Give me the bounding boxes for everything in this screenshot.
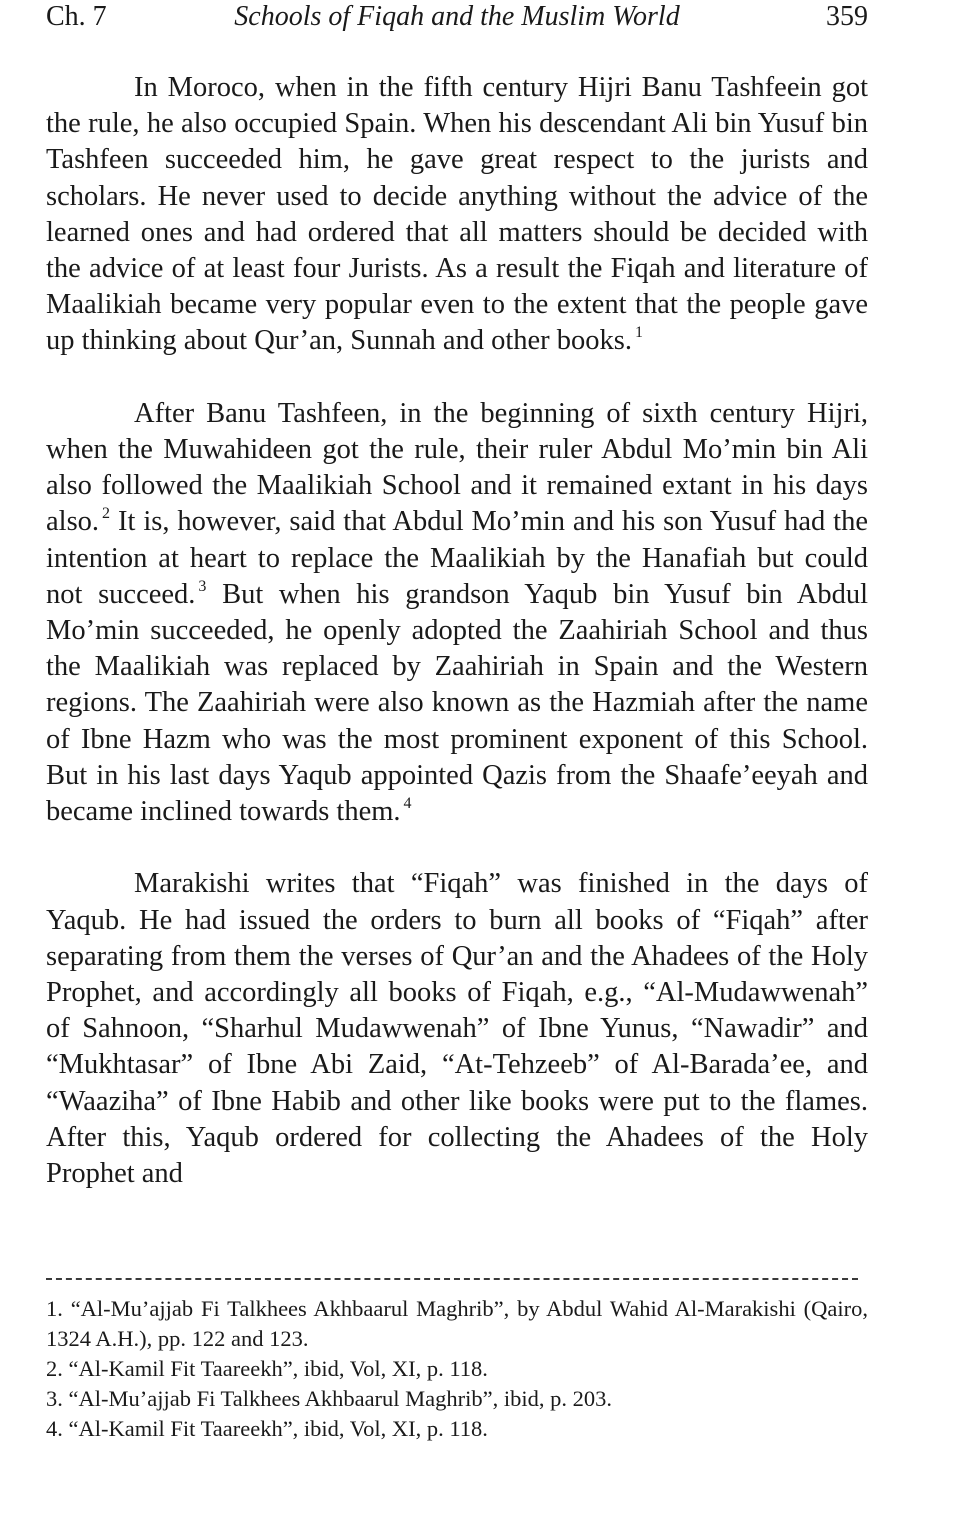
paragraph-2-text-c: But when his grandson Yaqub bin Yusuf bin Abdul Mo’min succeeded, he openly adopted the Zaahiriah School and thus the Maalikiah was replaced by Zaahiriah in Spain and the Western regions. The Zaahiriah were also known as the Hazmiah after the name of Ibne Hazm who was the most prominent exponent of this School. But in his last days Yaqub appointed Qazis from the Shaafe’eeyah and became inclined towards them. xyxy=(46,578,869,828)
footnote-ref-4: 4 xyxy=(403,795,412,813)
footnotes xyxy=(46,1294,868,1444)
chapter-title: Schools of Fiqah and the Muslim World xyxy=(234,1,680,32)
body-text xyxy=(46,70,868,1192)
page-number: 359 xyxy=(826,1,868,32)
paragraph-1-text: In Moroco, when in the fifth century Hijri Banu Tashfeein got the rule, he also occupied Spain. When his descendant Ali bin Yusuf bin Tashfeen succeeded him, he gave great respect to the jurists and scholars. He never used to decide anything without the advice of the learned ones and had ordered that all matters should be decided with the advice of at least four Jurists. As a result the Fiqah and literature of Maalikiah became very popular even to the extent that the people gave up thinking about Qur’an, Sunnah and other books. xyxy=(46,72,868,357)
book-page xyxy=(46,0,868,1520)
paragraph-1 xyxy=(46,70,868,360)
paragraph-3 xyxy=(46,866,868,1192)
footnote-ref-1: 1 xyxy=(635,324,644,342)
footnote-ref-2: 2 xyxy=(102,505,111,523)
footnote-ref-3: 3 xyxy=(198,577,207,595)
footnote-separator xyxy=(46,1278,858,1280)
footnote-3: 3. “Al-Mu’ajjab Fi Talkhees Akhbaarul Maghrib”, ibid, p. 203. xyxy=(46,1386,613,1411)
paragraph-2-text-a: After Banu Tashfeen, in the beginning of sixth century Hijri, when the Muwahideen got the rule, their ruler Abdul Mo’min bin Ali also followed the Maalikiah School and it remained extant in his days also. xyxy=(46,397,868,538)
paragraph-2 xyxy=(46,396,868,830)
paragraph-2-text-b: It is, however, said that Abdul Mo’min and his son Yusuf had the intention at heart to replace the Maalikiah by the Hanafiah but could not succeed. xyxy=(46,506,868,610)
paragraph-3-text: Marakishi writes that “Fiqah” was finished in the days of Yaqub. He had issued the orders to burn all books of “Fiqah” after separating from them the verses of Qur’an and the Ahadees of the Holy Prophet, and accordingly all books of Fiqah, e.g., “Al-Mudawwenah” of Sahnoon, “Sharhul Mudawwenah” of Ibne Yunus, “Nawadir” and “Mukhtasar” of Ibne Abi Zaid, “At-Tehzeeb” of Al-Barada’ee, and “Waaziha” of Ibne Habib and other like books were put to the flames. After this, Yaqub ordered for collecting the Ahadees of the Holy Prophet and xyxy=(46,868,868,1190)
footnote-1: 1. “Al-Mu’ajjab Fi Talkhees Akhbaarul Maghrib”, by Abdul Wahid Al-Marakishi (Qairo, 1324 A.H.), pp. 122 and 123. xyxy=(46,1296,868,1351)
footnote-2: 2. “Al-Kamil Fit Taareekh”, ibid, Vol, XI, p. 118. xyxy=(46,1356,488,1381)
chapter-label: Ch. 7 xyxy=(46,1,107,32)
footnote-4: 4. “Al-Kamil Fit Taareekh”, ibid, Vol, XI, p. 118. xyxy=(46,1416,488,1441)
running-head xyxy=(46,0,868,34)
